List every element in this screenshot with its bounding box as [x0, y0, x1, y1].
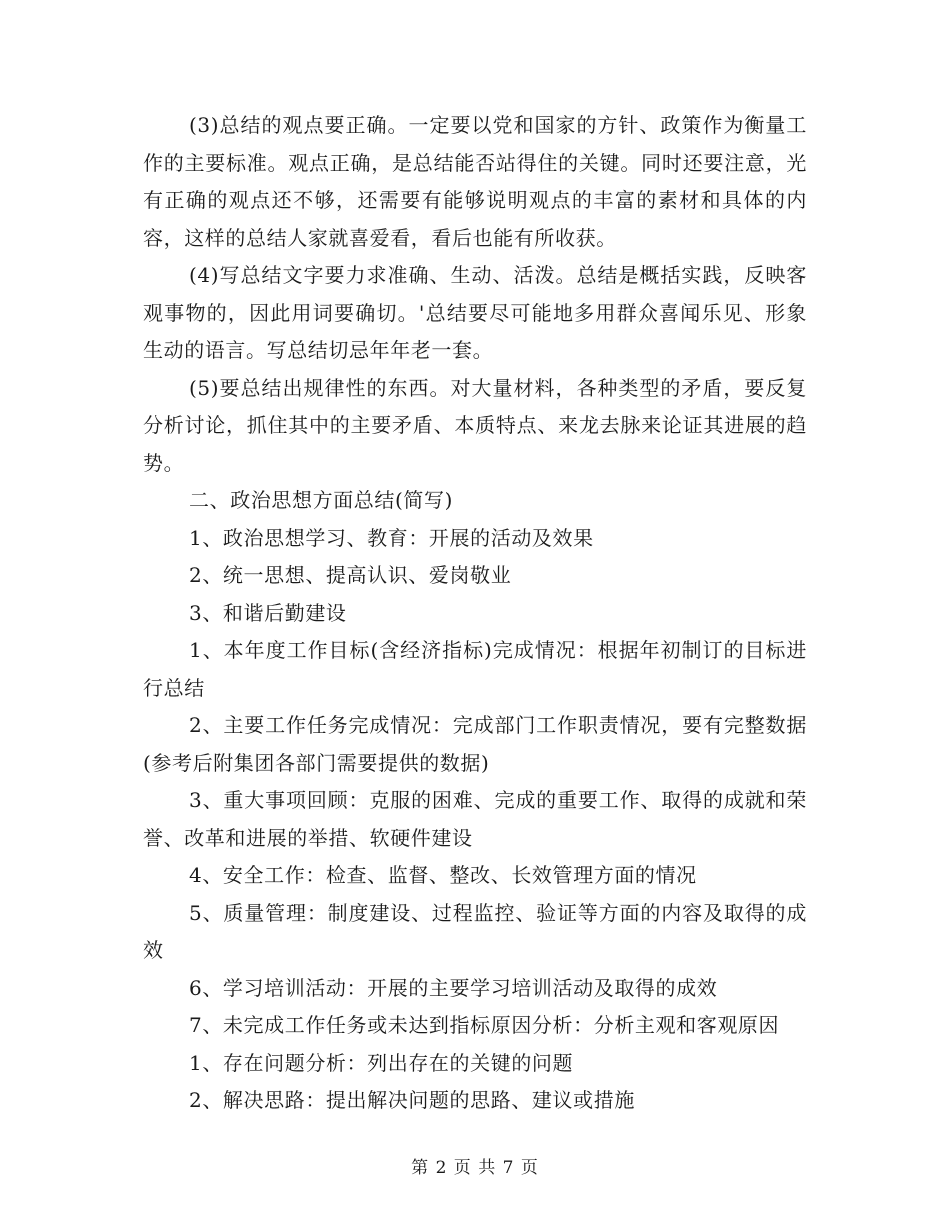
list-item: 4、安全工作：检查、监督、整改、长效管理方面的情况	[189, 863, 697, 887]
list-item: 5、质量管理：制度建设、过程监控、验证等方面的内容及取得的成效	[143, 900, 807, 962]
list-item: 2、解决思路：提出解决问题的思路、建议或措施	[189, 1088, 635, 1112]
page-number: 第 2 页 共 7 页	[411, 1158, 539, 1178]
list-item: 1、政治思想学习、教育：开展的活动及效果	[189, 525, 594, 550]
section-heading-political: 二、政治思想方面总结(简写)	[189, 488, 454, 512]
list-item: 2、主要工作任务完成情况：完成部门工作职责情况，要有完整数据(参考后附集团各部门需要提供的数据)	[143, 713, 807, 775]
list-item: 3、和谐后勤建设	[189, 600, 347, 625]
list-item: 1、存在问题分析：列出存在的关键的问题	[189, 1050, 574, 1075]
paragraph-regularity: (5)要总结出规律性的东西。对大量材料，各种类型的矛盾，要反复分析讨论，抓住其中的主要矛盾、本质特点、来龙去脉来论证其进展的趋势。	[143, 375, 807, 475]
list-item: 7、未完成工作任务或未达到指标原因分析：分析主观和客观原因	[189, 1013, 780, 1037]
list-item: 3、重大事项回顾：克服的困难、完成的重要工作、取得的成就和荣誉、改革和进展的举措、软硬件建设	[143, 788, 807, 850]
paragraph-wording: (4)写总结文字要力求准确、生动、活泼。总结是概括实践，反映客观事物的，因此用词要确切。'总结要尽可能地多用群众喜闻乐见、形象生动的语言。写总结切忌年年老一套。	[143, 263, 807, 362]
page-footer	[0, 1153, 950, 1178]
list-item: 1、本年度工作目标(含经济指标)完成情况：根据年初制订的目标进行总结	[143, 638, 807, 700]
list-item: 6、学习培训活动：开展的主要学习培训活动及取得的成效	[189, 975, 718, 1000]
list-item: 2、统一思想、提高认识、爱岗敬业	[189, 563, 512, 587]
paragraph-viewpoint: (3)总结的观点要正确。一定要以党和国家的方针、政策作为衡量工作的主要标准。观点正确，是总结能否站得住的关键。同时还要注意，光有正确的观点还不够，还需要有能够说明观点的丰富的素材和具体的内容，这样的总结人家就喜爱看，看后也能有所收获。	[143, 113, 807, 250]
document-body	[143, 107, 807, 1120]
